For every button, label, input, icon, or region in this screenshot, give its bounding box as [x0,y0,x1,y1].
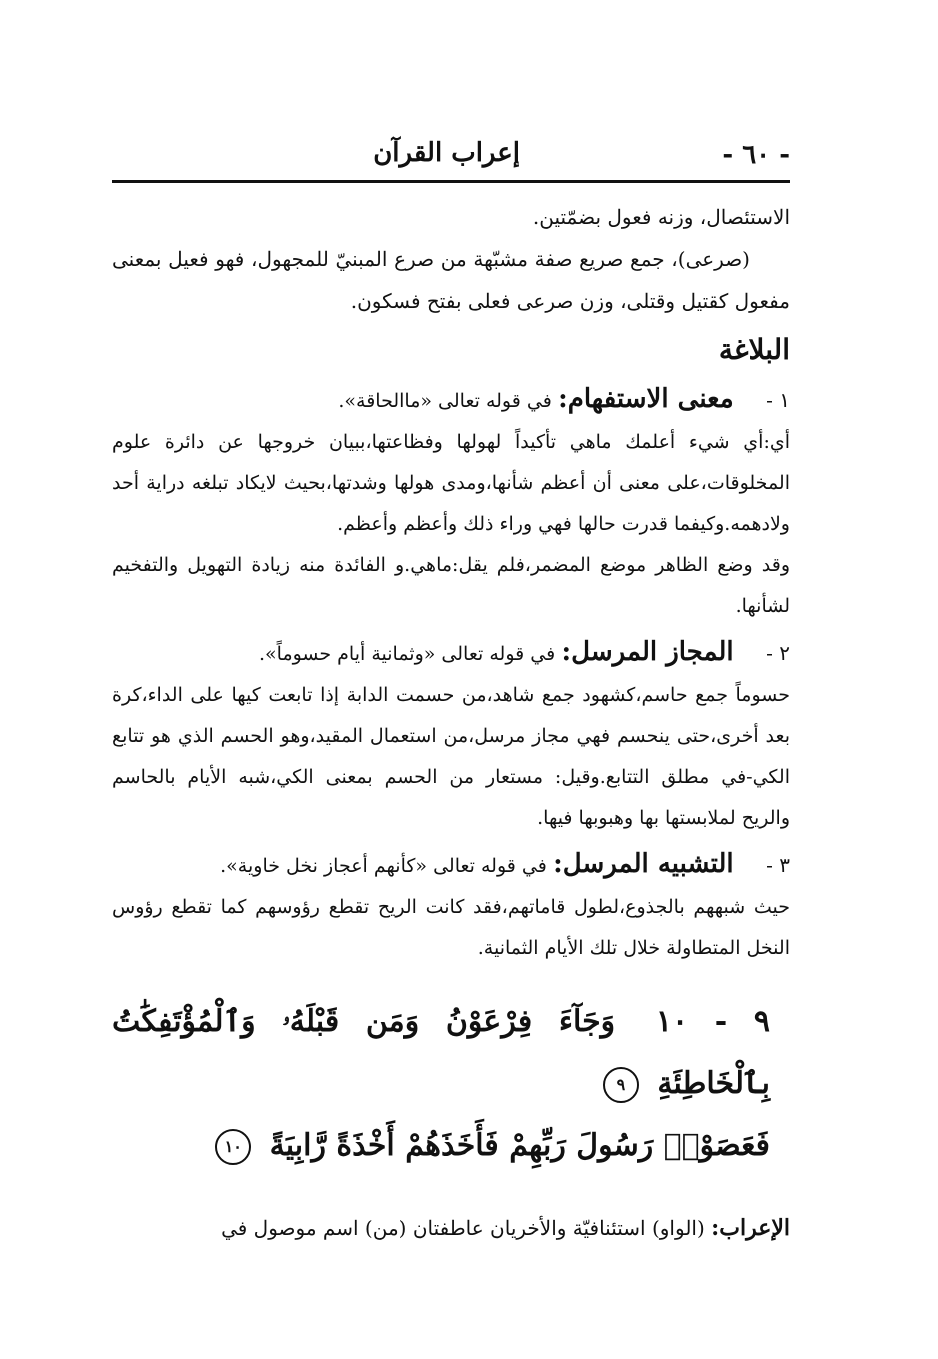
verse-line-1: وَجَآءَ فِرْعَوْنُ وَمَن قَبْلَهُۥ وَٱلْمُؤْتَفِكَٰتُ بِٱلْخَاطِئَةِ [112,1004,770,1101]
irab-label: الإعراب: [711,1215,790,1241]
header-rule [112,180,790,183]
running-title: إعراب القرآن [373,138,520,168]
page-number: - ٦٠ - [722,140,790,170]
point-term: التشبيه المرسل: [553,849,734,879]
point-2-explanation: حسوماً جمع حاسم،كشهود جمع شاهد،من حسمت الدابة إذا تابعت كيها على الداء،كرة بعد أخرى،حتى ينحسم فهي مجاز مرسل،من استعمال المقيد،وهو الحسم الذي هو تتابع الكي-في مطلق التتابع.وقيل: مستعار من الحسم بمعنى الكي،شبه الأيام بالحاسم والريح لملابستها بها وهبوبها فيها. [112,684,790,829]
point-term: معنى الاستفهام: [558,384,734,414]
point-1-explanation-b: وقد وضع الظاهر موضع المضمر،فلم يقل:ماهي.و الفائدة منه زيادة التهويل والتفخيم لشأنها. [112,554,790,617]
ayah-marker-icon: ١٠ [215,1129,251,1165]
point-1-explanation-a: أي:أي شيء أعلمك ماهي تأكيداً لهولها وفظاعتها،ببيان خروجها عن دائرة علوم المخلوقات،على معنى أن أعظم شأنها،ومدى هولها وشدتها،بحيث لايكاد تبلغه دراية أحد ولادهمه.وكيفما قدرت حالها فهي وراء ذلك وأعظم وأعظم. [112,431,790,535]
point-reference: في قوله تعالى «ماالحاقة». [338,390,552,412]
point-3-explanation: حيث شبههم بالجذوع،لطول قاماتهم،فقد كانت الريح تقطع رؤوسهم كما تقطع رؤوس النخل المتطاولة خلال تلك الأيام الثمانية. [112,896,790,959]
page-header [112,138,790,178]
verse-line-2: فَعَصَوْا۟ رَسُولَ رَبِّهِمْ فَأَخَذَهُمْ أَخْذَةً رَّابِيَةً [269,1128,770,1163]
point-3-title [112,843,790,887]
irab-paragraph [112,1207,790,1249]
point-2-title [112,631,790,675]
point-number: ٣ - [766,853,790,877]
point-reference: في قوله تعالى «وثمانية أيام حسوماً». [258,643,556,665]
point-number: ٢ - [766,641,790,665]
quran-verses [112,991,790,1177]
ayah-marker-icon: ٩ [603,1067,639,1103]
page-body [112,196,790,1249]
point-1-title [112,378,790,422]
point-reference: في قوله تعالى «كأنهم أعجاز نخل خاوية». [220,855,547,877]
point-number: ١ - [766,388,790,412]
irab-text: (الواو) استئنافيّة والأخريان عاطفتان (من) اسم موصول في [221,1216,705,1240]
paragraph-sar: (صرعى)، جمع صريع صفة مشبّهة من صرع المبنيّ للمجهول، فهو فعيل بمعنى مفعول كقتيل وقتلى، وزن صرعى فعلى بفتح فسكون. [112,247,790,313]
paragraph-continuation: الاستئصال، وزنه فعول بضمّتين. [532,205,790,229]
section-heading: البلاغة [718,333,790,366]
point-term: المجاز المرسل: [561,637,734,667]
verse-range: ٩ - ١٠ [655,1004,771,1039]
